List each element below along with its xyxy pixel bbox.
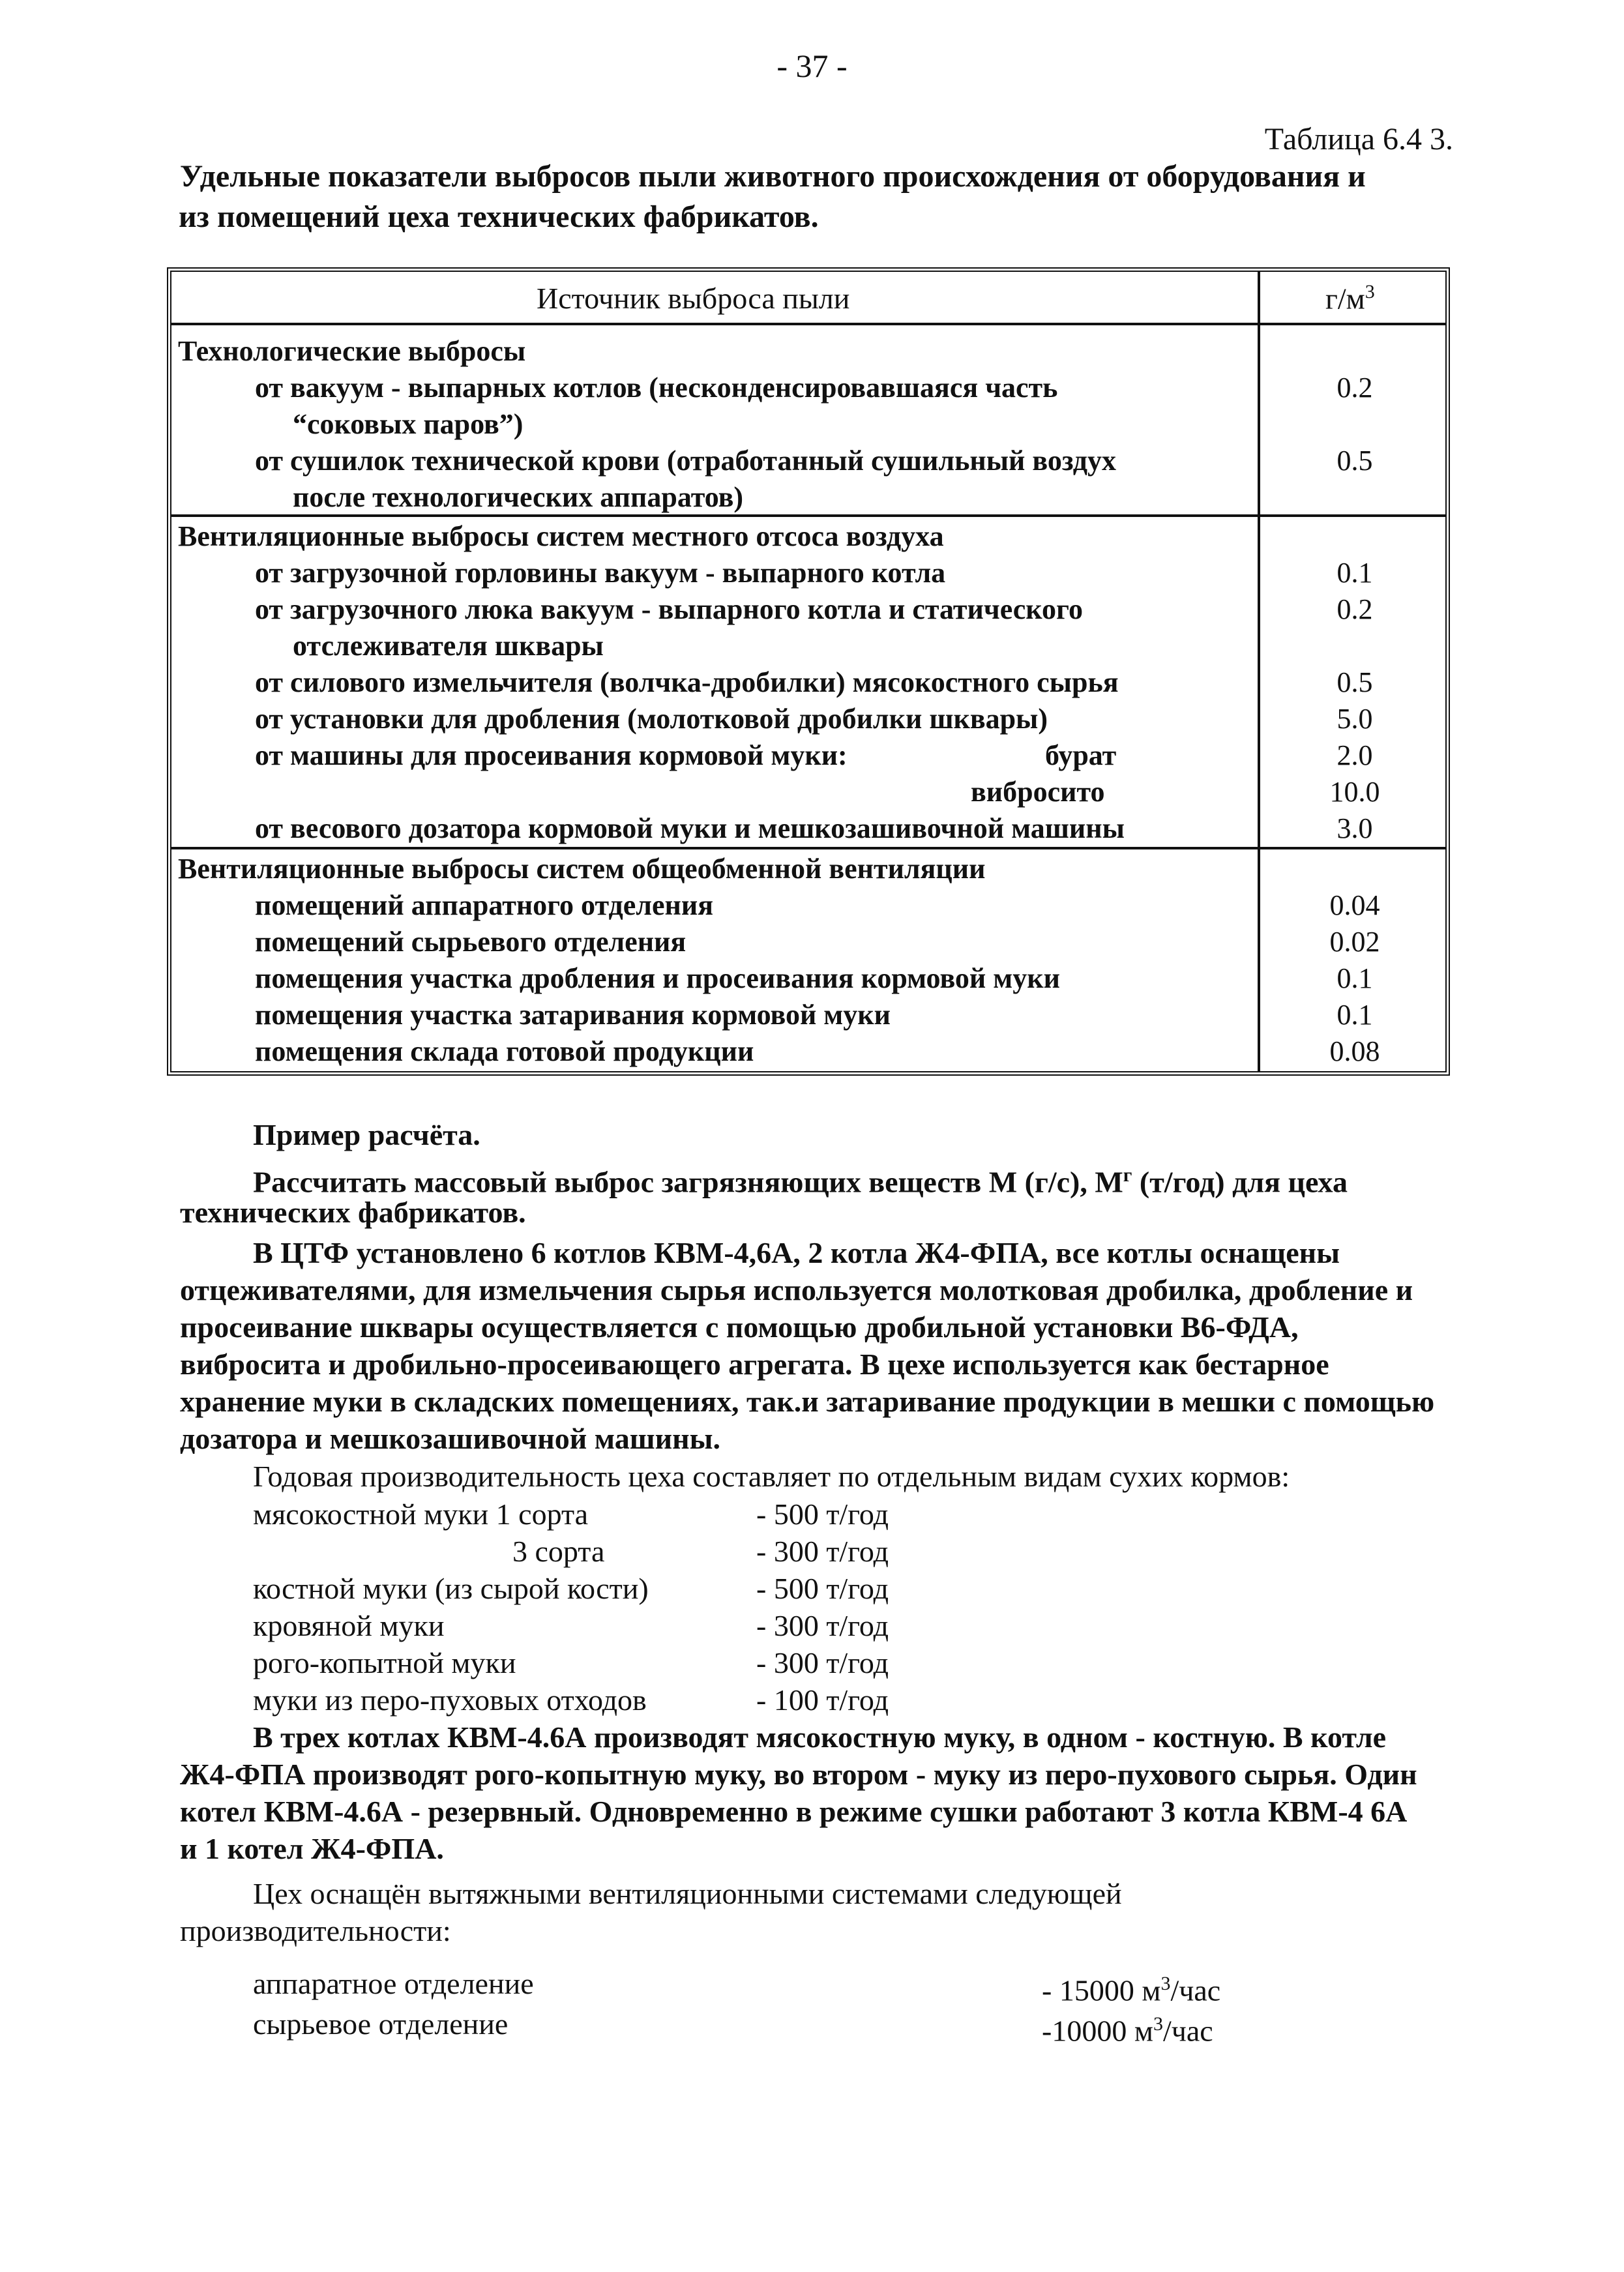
production-name: муки из перо-пуховых отходов: [253, 1683, 647, 1717]
example-title: Пример расчёта.: [253, 1118, 480, 1151]
vent-sup: 3: [1160, 1973, 1171, 1994]
paragraph-line: вибросита и дробильно-просеивающего агрегата. В цехе используется как бестарное: [180, 1348, 1329, 1381]
row-value: 0.1: [1336, 999, 1373, 1031]
header-unit-sup: 3: [1365, 281, 1375, 302]
header-unit: [1325, 281, 1375, 316]
table-row: [171, 407, 1445, 444]
row-text: от машины для просеивания кормовой муки:: [255, 739, 848, 771]
vent-sup: 3: [1153, 2013, 1163, 2035]
paragraph-line: просеивание шквары осуществляется с помощью дробильной установки В6-ФДА,: [180, 1310, 1299, 1344]
vent-value-text: -10000 м: [1042, 2014, 1153, 2048]
table-row: [171, 556, 1445, 593]
row-value: 0.04: [1329, 889, 1380, 921]
row-value: 0.02: [1329, 926, 1380, 958]
vent-value: [1042, 1965, 1220, 2009]
row-text: помещений аппаратного отделения: [255, 889, 714, 921]
table-row: [171, 889, 1445, 925]
table-row: [171, 775, 1445, 812]
production-name: рого-копытной муки: [253, 1646, 516, 1679]
row-extra: вибросито: [971, 776, 1105, 808]
row-text: от загрузочного люка вакуум - выпарного котла и статического: [255, 593, 1083, 625]
row-text: Вентиляционные выбросы систем местного отсоса воздуха: [178, 520, 944, 552]
production-name: кровяной муки: [253, 1609, 445, 1642]
table-row: [171, 739, 1445, 775]
section-separator: [171, 514, 1445, 517]
emissions-table: [167, 267, 1450, 1076]
production-value: - 500 т/год: [756, 1497, 889, 1531]
table-row: [171, 480, 1445, 517]
production-name: костной муки (из сырой кости): [253, 1572, 649, 1605]
vent-unit: /час: [1162, 2014, 1213, 2048]
caption-line-2: из помещений цеха технических фабрикатов.: [179, 199, 819, 234]
caption-line-1: Удельные показатели выбросов пыли животного происхождения от оборудования и: [180, 159, 1366, 194]
table-row: [171, 444, 1445, 480]
section-separator: [171, 847, 1445, 849]
table-row: [171, 998, 1445, 1035]
vent-name: аппаратное отделение: [253, 1967, 534, 2000]
paragraph-line: отцеживателями, для измельчения сырья используется молотковая дробилка, дробление и: [180, 1273, 1413, 1306]
table-row: [171, 925, 1445, 962]
row-text: после технологических аппаратов): [293, 481, 744, 513]
paragraph-line: и 1 котел Ж4-ФПА.: [180, 1832, 444, 1865]
paragraph-line: хранение муки в складских помещениях, так.и затаривание продукции в мешки с помощью: [180, 1385, 1435, 1418]
vent-unit: /час: [1170, 1973, 1221, 2007]
paragraph-line: Цех оснащён вытяжными вентиляционными системами следующей: [253, 1877, 1122, 1910]
paragraph-line: В трех котлах КВМ-4.6А производят мясокостную муку, в одном - костную. В котле: [253, 1720, 1387, 1754]
vent-value-text: - 15000 м: [1042, 1973, 1161, 2007]
row-text: отслеживателя шквары: [293, 630, 604, 662]
table-row: [171, 812, 1445, 848]
production-value: - 300 т/год: [756, 1646, 889, 1679]
table-row: [171, 852, 1445, 889]
row-text: от загрузочной горловины вакуум - выпарного котла: [255, 557, 946, 589]
row-value: 0.08: [1329, 1035, 1380, 1067]
table-caption: [180, 156, 1471, 237]
table-row: [171, 334, 1445, 371]
production-name: мясокостной муки 1 сорта: [253, 1497, 589, 1531]
row-text: помещения участка затаривания кормовой муки: [255, 999, 891, 1031]
row-text: от силового измельчителя (волчка-дробилки) мясокостного сырья: [255, 666, 1119, 698]
row-text: от вакуум - выпарных котлов (несконденсировавшаяся часть: [255, 372, 1058, 404]
task-line-2: технических фабрикатов.: [180, 1196, 526, 1229]
row-text: помещения склада готовой продукции: [255, 1035, 754, 1067]
paragraph-line: Ж4-ФПА производят рого-копытную муку, во втором - муку из перо-пухового сырья. Один: [180, 1758, 1417, 1791]
table-number: Таблица 6.4 3.: [1264, 122, 1453, 156]
row-value: 0.5: [1336, 666, 1373, 698]
table-row: [171, 666, 1445, 702]
page-number: - 37 -: [776, 48, 848, 84]
table-row: [171, 702, 1445, 739]
row-value: 0.5: [1336, 445, 1373, 477]
row-text: помещения участка дробления и просеивания кормовой муки: [255, 962, 1060, 994]
row-value: 0.1: [1336, 557, 1373, 589]
row-extra: бурат: [1045, 739, 1117, 771]
paragraph-2: Годовая производительность цеха составляет по отдельным видам сухих кормов:: [253, 1460, 1290, 1493]
row-value: 2.0: [1336, 739, 1373, 771]
table-header-row: [171, 272, 1445, 325]
paragraph-line: котел КВМ-4.6А - резервный. Одновременно в режиме сушки работают 3 котла КВМ-4 6А: [180, 1795, 1408, 1828]
row-text: от сушилок технической крови (отработанный сушильный воздух: [255, 445, 1117, 477]
row-value: 0.1: [1336, 962, 1373, 994]
row-value: 0.2: [1336, 593, 1373, 625]
table-row: [171, 520, 1445, 556]
row-text: от установки для дробления (молотковой дробилки шквары): [255, 703, 1048, 735]
production-value: - 100 т/год: [756, 1683, 889, 1717]
production-value: - 300 т/год: [756, 1609, 889, 1642]
production-name: 3 сорта: [512, 1535, 605, 1568]
header-unit-text: г/м: [1325, 282, 1365, 316]
header-source: Источник выброса пыли: [537, 282, 850, 315]
table-row: [171, 629, 1445, 666]
row-text: помещений сырьевого отделения: [255, 926, 687, 958]
production-value: - 300 т/год: [756, 1535, 889, 1568]
row-text: от весового дозатора кормовой муки и мешкозашивочной машины: [255, 812, 1125, 844]
vent-value: [1042, 2005, 1213, 2049]
production-value: - 500 т/год: [756, 1572, 889, 1605]
paragraph-line: производительности:: [180, 1914, 451, 1947]
task-text-end: (т/год) для цеха: [1132, 1165, 1348, 1199]
table-row: [171, 593, 1445, 629]
row-value: 3.0: [1336, 812, 1373, 844]
task-text: Рассчитать массовый выброс загрязняющих веществ М (г/с), М: [253, 1165, 1123, 1199]
paragraph-line: В ЦТФ установлено 6 котлов КВМ-4,6А, 2 котла Ж4-ФПА, все котлы оснащены: [253, 1236, 1340, 1269]
row-value: 0.2: [1336, 372, 1373, 404]
row-value: 10.0: [1329, 776, 1380, 808]
task-sup: г: [1123, 1164, 1132, 1186]
table-row: [171, 962, 1445, 998]
row-value: 5.0: [1336, 703, 1373, 735]
row-text: Технологические выбросы: [178, 335, 526, 367]
table-row: [171, 1035, 1445, 1071]
row-text: Вентиляционные выбросы систем общеобменной вентиляции: [178, 853, 986, 885]
paragraph-line: дозатора и мешкозашивочной машины.: [180, 1422, 721, 1455]
row-text: “соковых паров”): [293, 408, 524, 440]
table-row: [171, 371, 1445, 407]
vent-name: сырьевое отделение: [253, 2007, 509, 2041]
